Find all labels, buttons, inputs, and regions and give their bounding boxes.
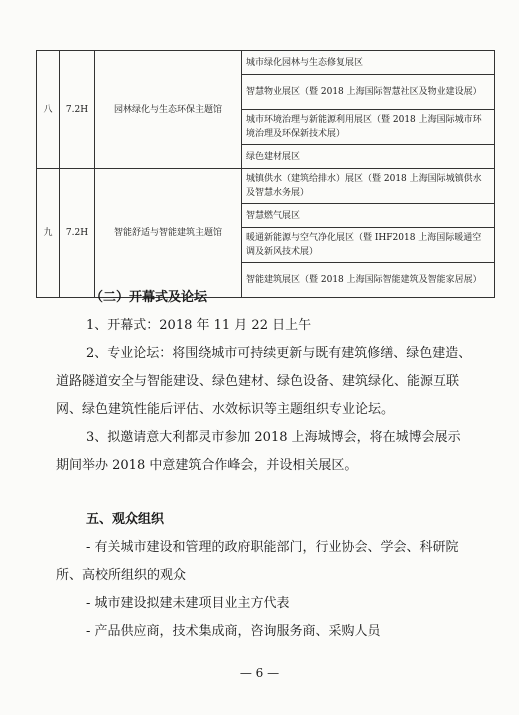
list-item: - 产品供应商，技术集成商，咨询服务商、采购人员 xyxy=(86,624,381,639)
audience-section xyxy=(56,506,472,646)
sub-zone-cell: 绿色建材展区 xyxy=(242,145,495,169)
sub-zone-cell: 智慧物业展区（暨 2018 上海国际智慧社区及物业建设展） xyxy=(242,75,495,110)
paragraph-forum: 2、专业论坛：将围绕城市可持续更新与既有建筑修缮、绿色建造、道路隧道安全与智能建设、绿色建材、绿色设备、建筑绿化、能源互联网、绿色建筑性能后评估、水效标识等主题组织专业论坛。 xyxy=(56,346,472,417)
row-area: 7.2H xyxy=(60,51,95,169)
sub-zone-cell: 城市绿化园林与生态修复展区 xyxy=(242,51,495,75)
sub-zone-cell: 智慧燃气展区 xyxy=(242,204,495,228)
paragraph-turin: 3、拟邀请意大利都灵市参加 2018 上海城博会，将在城博会展示期间举办 2018 中意建筑合作峰会，并设相关展区。 xyxy=(56,430,461,473)
sub-zone-cell: 智能建筑展区（暨 2018 上海国际智能建筑及智能家居展） xyxy=(242,263,495,298)
row-hall-name: 智能舒适与智能建筑主题馆 xyxy=(95,169,242,298)
exhibition-table xyxy=(36,50,495,298)
table-row xyxy=(37,169,495,204)
sub-zone-cell: 城镇供水（建筑给排水）展区（暨 2018 上海国际城镇供水及智慧水务展） xyxy=(242,169,495,204)
section-heading-opening: （二）开幕式及论坛 xyxy=(90,290,208,305)
opening-section xyxy=(56,284,472,480)
row-hall-name: 园林绿化与生态环保主题馆 xyxy=(95,51,242,169)
section-heading-audience: 五、观众组织 xyxy=(86,512,165,527)
list-item: - 城市建设拟建未建项目业主方代表 xyxy=(86,596,290,611)
page-number: — 6 — xyxy=(239,666,280,680)
row-index: 八 xyxy=(37,51,60,169)
paragraph-opening-ceremony: 1、开幕式：2018 年 11 月 22 日上午 xyxy=(86,318,312,333)
sub-zone-cell: 暖通新能源与空气净化展区（暨 IHF2018 上海国际暖通空调及新风技术展） xyxy=(242,228,495,263)
row-index: 九 xyxy=(37,169,60,298)
row-area: 7.2H xyxy=(60,169,95,298)
sub-zone-cell: 城市环境治理与新能源利用展区（暨 2018 上海国际城市环境治理及环保新技术展） xyxy=(242,110,495,145)
list-item: - 有关城市建设和管理的政府职能部门，行业协会、学会、科研院所、高校所组织的观众 xyxy=(56,540,459,583)
table-row xyxy=(37,51,495,75)
